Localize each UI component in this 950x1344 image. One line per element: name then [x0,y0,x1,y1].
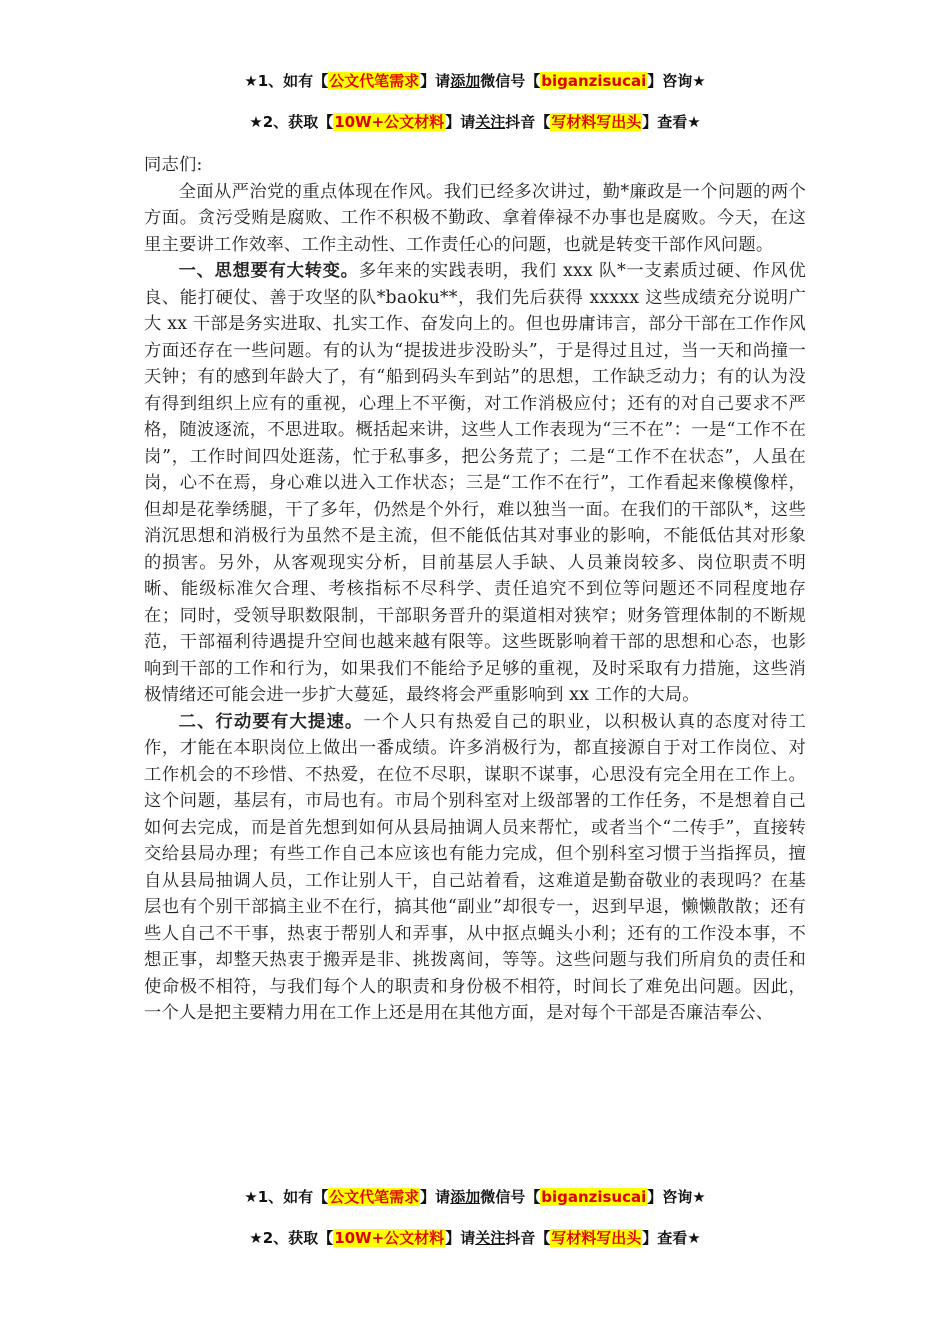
wechat-id: biganzisucai [541,1188,647,1206]
douyin-account: 写材料写出头 [551,1229,642,1247]
footer-ad-line-1: ★1、如有【公文代笔需求】请添加微信号【biganzisucai】咨询★ [244,1188,706,1206]
underlined-text: 关注 [475,113,506,131]
paragraph-3: 二、行动要有大提速。一个人只有热爱自己的职业，以积极认真的态度对待工作，才能在本职岗位上做出一番成绩。许多消极行为，都直接源自于对工作岗位、对工作机会的不珍惜、不热爱，在位不尽职，谋职不谋事，心思没有完全用在工作上。这个问题，基层有，市局也有。市局个别科室对上级部署的工作任务，不是想着自己如何去完成，而是首先想到如何从县局抽调人员来帮忙，或者当个“二传手”，直接转交给县局办理；有些工作自己本应该也有能力完成，但个别科室习惯于当指挥员，擅自从县局抽调人员，工作让别人干，自己站着看，这难道是勤奋敬业的表现吗？在基层也有个别干部搞主业不在行，搞其他“副业”却很专一，迟到早退，懒懒散散；还有些人自己不干事，热衷于帮别人和弄事，从中抠点蝇头小利；还有的工作没本事，不想正事，却整天热衷于搬弄是非、挑拨离间，等等。这些问题与我们所肩负的责任和使命极不相符，与我们每个人的职责和身份极不相符，时间长了难免出问题。因此，一个人是把主要精力用在工作上还是用在其他方面，是对每个干部是否廉洁奉公、 [144,711,806,1023]
header-ad-line-2: ★2、获取【10W+公文材料】请关注抖音【写材料写出头】查看★ [249,113,701,131]
underlined-text: 添加 [450,1188,481,1206]
footer-ad-line-2: ★2、获取【10W+公文材料】请关注抖音【写材料写出头】查看★ [249,1229,701,1247]
paragraph-2: 一、思想要有大转变。多年来的实践表明，我们 xxx 队*一支素质过硬、作风优良、能打硬仗、善于攻坚的队*baoku**，我们先后获得 xxxxx 这些成绩充分说明广大 xx 干部是务实进取、扎实工作、奋发向上的。但也毋庸讳言，部分干部在工作作风方面还存在一些问题。有的认为“提拔进步没盼头”，于是得过且过，当一天和尚撞一天钟；有的感到年龄大了，有“船到码头车到站”的思想，工作缺乏动力；有的认为没有得到组织上应有的重视，心理上不平衡，对工作消极应付；还有的对自己要求不严格，随波逐流，不思进取。概括起来讲，这些人工作表现为“三不在”：一是“工作不在岗”，工作时间四处逛荡，忙于私事多，把公务荒了；二是“工作不在状态”，人虽在岗，心不在焉，身心难以进入工作状态；三是“工作不在行”，工作看起来像模像样，但却是花拳绣腿，干了多年，仍然是个外行，难以独当一面。在我们的干部队*，这些消沉思想和消极行为虽然不是主流，但不能低估其对事业的影响，不能低估其对形象的损害。另外，从客观现实分析，目前基层人手缺、人员兼岗较多、岗位职责不明晰、能级标准欠合理、考核指标不尽科学、责任追究不到位等问题还不同程度地存在；同时，受领导职数限制，干部职务晋升的渠道相对狭窄；财务管理体制的不断规范，干部福利待遇提升空间也越来越有限等。这些既影响着干部的思想和心态，也影响到干部的工作和行为，如果我们不能给予足够的重视，及时采取有力措施，这些消极情绪还可能会进一步扩大蔓延，最终将会严重影响到 xx 工作的大局。 [144,261,806,705]
highlight-text: 公文代笔需求 [329,1188,420,1206]
highlight-text: 公文代笔需求 [329,72,420,90]
paragraph-1: 全面从严治党的重点体现在作风。我们已经多次讲过，勤*廉政是一个问题的两个方面。贪污受贿是腐败、工作不积极不勤政、拿着俸禄不办事也是腐败。今天，在这里主要讲工作效率、工作主动性、工作责任心的问题，也就是转变干部作风问题。 [144,181,806,255]
highlight-text: 10W+公文材料 [334,1229,445,1247]
salutation: 同志们: [144,155,203,175]
underlined-text: 关注 [475,1229,506,1247]
douyin-account: 写材料写出头 [551,113,642,131]
section-heading-1: 一、思想要有大转变。 [178,261,359,281]
document-body [144,152,806,1027]
header-ad-line-1: ★1、如有【公文代笔需求】请添加微信号【biganzisucai】咨询★ [244,72,706,90]
wechat-id: biganzisucai [541,72,647,90]
underlined-text: 添加 [450,72,481,90]
section-heading-2: 二、行动要有大提速。 [178,711,364,732]
highlight-text: 10W+公文材料 [334,113,445,131]
